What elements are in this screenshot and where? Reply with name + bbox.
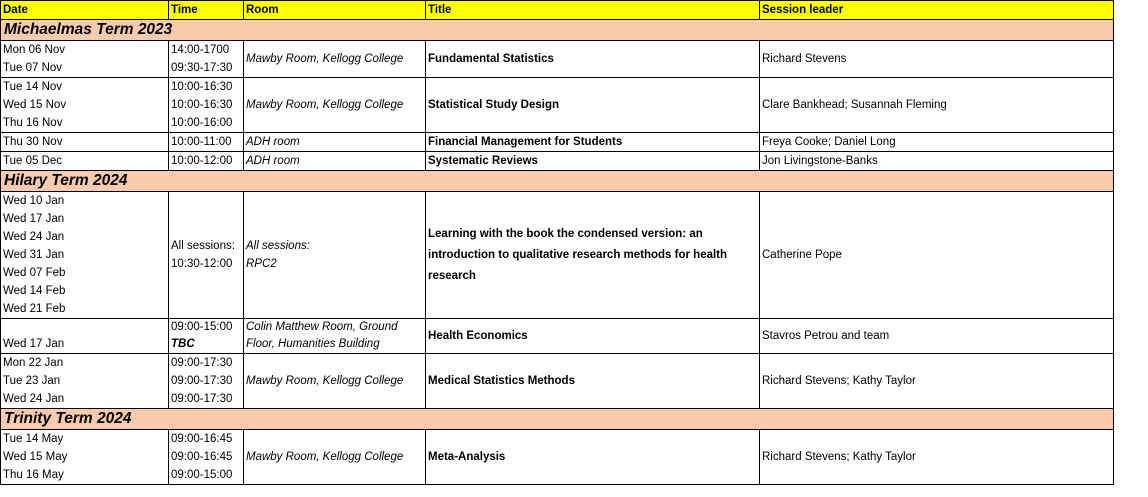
leader-cell: Jon Livingstone-Banks (760, 152, 1114, 171)
table-row (1, 41, 1114, 78)
time-value: 09:00-15:00 (171, 469, 233, 481)
title-cell: Statistical Study Design (426, 78, 760, 133)
leader-cell: Richard Stevens; Kathy Taylor (760, 430, 1114, 485)
date-value: Mon 06 Nov (3, 44, 66, 56)
room-cell: ADH room (244, 152, 426, 171)
title-cell: Financial Management for Students (426, 133, 760, 152)
room-value: RPC2 (246, 258, 277, 270)
time-value: 10:00-16:30 (171, 81, 233, 93)
time-value: 09:00-15:00 (171, 321, 233, 333)
time-value: All sessions: (171, 240, 235, 252)
room-cell: Colin Matthew Room, Ground Floor, Humanities Building (244, 319, 426, 354)
header-room: Room (244, 1, 426, 20)
time-value: 14:00-1700 (171, 44, 230, 56)
time-value: 09:00-17:30 (171, 375, 233, 387)
term-row-hilary (1, 171, 1114, 192)
date-cell (1, 430, 169, 485)
time-cell (169, 319, 244, 354)
title-cell: Learning with the book the condensed version: an introduction to qualitative research methods for health research (426, 192, 760, 319)
term-row-trinity (1, 409, 1114, 430)
table-row (1, 152, 1114, 171)
room-cell: Mawby Room, Kellogg College (244, 430, 426, 485)
time-cell (169, 78, 244, 133)
header-row (1, 1, 1114, 20)
date-value: Tue 07 Nov (3, 62, 63, 74)
room-value: All sessions: (246, 240, 310, 252)
header-leader: Session leader (760, 1, 1114, 20)
header-time: Time (169, 1, 244, 20)
time-cell (169, 192, 244, 319)
time-cell (169, 152, 244, 171)
table-row (1, 430, 1114, 485)
header-title: Title (426, 1, 760, 20)
date-value: Thu 30 Nov (3, 136, 63, 148)
title-cell: Meta-Analysis (426, 430, 760, 485)
leader-cell: Richard Stevens (760, 41, 1114, 78)
table-row (1, 354, 1114, 409)
date-value: Wed 17 Jan (3, 338, 65, 350)
title-cell: Health Economics (426, 319, 760, 354)
table-row (1, 319, 1114, 354)
date-value: Tue 23 Jan (3, 375, 61, 387)
time-cell (169, 354, 244, 409)
time-value: 09:00-16:45 (171, 433, 233, 445)
date-value: Wed 14 Feb (3, 285, 66, 297)
time-value: 09:00-17:30 (171, 357, 233, 369)
time-value: 10:00-16:00 (171, 117, 233, 129)
time-value: 10:00-16:30 (171, 99, 233, 111)
date-value: Mon 22 Jan (3, 357, 64, 369)
date-value: Wed 31 Jan (3, 249, 65, 261)
room-cell (244, 192, 426, 319)
table-row (1, 133, 1114, 152)
leader-cell: Stavros Petrou and team (760, 319, 1114, 354)
time-value: 10:30-12:00 (171, 258, 233, 270)
room-cell: Mawby Room, Kellogg College (244, 41, 426, 78)
room-cell: ADH room (244, 133, 426, 152)
date-cell (1, 133, 169, 152)
date-value: Wed 15 Nov (3, 99, 67, 111)
time-value: 10:00-11:00 (171, 136, 232, 148)
term-label: Hilary Term 2024 (1, 171, 1114, 192)
title-cell: Medical Statistics Methods (426, 354, 760, 409)
date-value: Tue 14 May (3, 433, 64, 445)
leader-cell: Richard Stevens; Kathy Taylor (760, 354, 1114, 409)
date-value: Thu 16 Nov (3, 117, 63, 129)
room-cell: Mawby Room, Kellogg College (244, 354, 426, 409)
date-cell (1, 319, 169, 354)
date-value: Wed 07 Feb (3, 267, 66, 279)
date-value: Tue 05 Dec (3, 155, 63, 167)
time-value: TBC (171, 338, 195, 350)
title-cell: Fundamental Statistics (426, 41, 760, 78)
table-row (1, 192, 1114, 319)
date-cell (1, 354, 169, 409)
date-value: Wed 10 Jan (3, 195, 65, 207)
date-value: Wed 17 Jan (3, 213, 65, 225)
term-row-michaelmas (1, 20, 1114, 41)
date-value: Wed 15 May (3, 451, 68, 463)
date-cell (1, 78, 169, 133)
date-value: Wed 24 Jan (3, 393, 65, 405)
time-cell (169, 430, 244, 485)
time-cell (169, 41, 244, 78)
date-cell (1, 152, 169, 171)
term-label: Michaelmas Term 2023 (1, 20, 1114, 41)
date-value: Tue 14 Nov (3, 81, 63, 93)
date-value: Thu 16 May (3, 469, 64, 481)
date-cell (1, 192, 169, 319)
leader-cell: Catherine Pope (760, 192, 1114, 319)
leader-cell: Clare Bankhead; Susannah Fleming (760, 78, 1114, 133)
header-date: Date (1, 1, 169, 20)
time-value: 09:00-16:45 (171, 451, 233, 463)
room-cell: Mawby Room, Kellogg College (244, 78, 426, 133)
title-cell: Systematic Reviews (426, 152, 760, 171)
leader-cell: Freya Cooke; Daniel Long (760, 133, 1114, 152)
date-value: Wed 24 Jan (3, 231, 65, 243)
time-cell (169, 133, 244, 152)
date-value: Wed 21 Feb (3, 303, 66, 315)
time-value: 09:30-17:30 (171, 62, 233, 74)
time-value: 10:00-12:00 (171, 155, 233, 167)
table-row (1, 78, 1114, 133)
date-cell (1, 41, 169, 78)
time-value: 09:00-17:30 (171, 393, 233, 405)
term-label: Trinity Term 2024 (1, 409, 1114, 430)
